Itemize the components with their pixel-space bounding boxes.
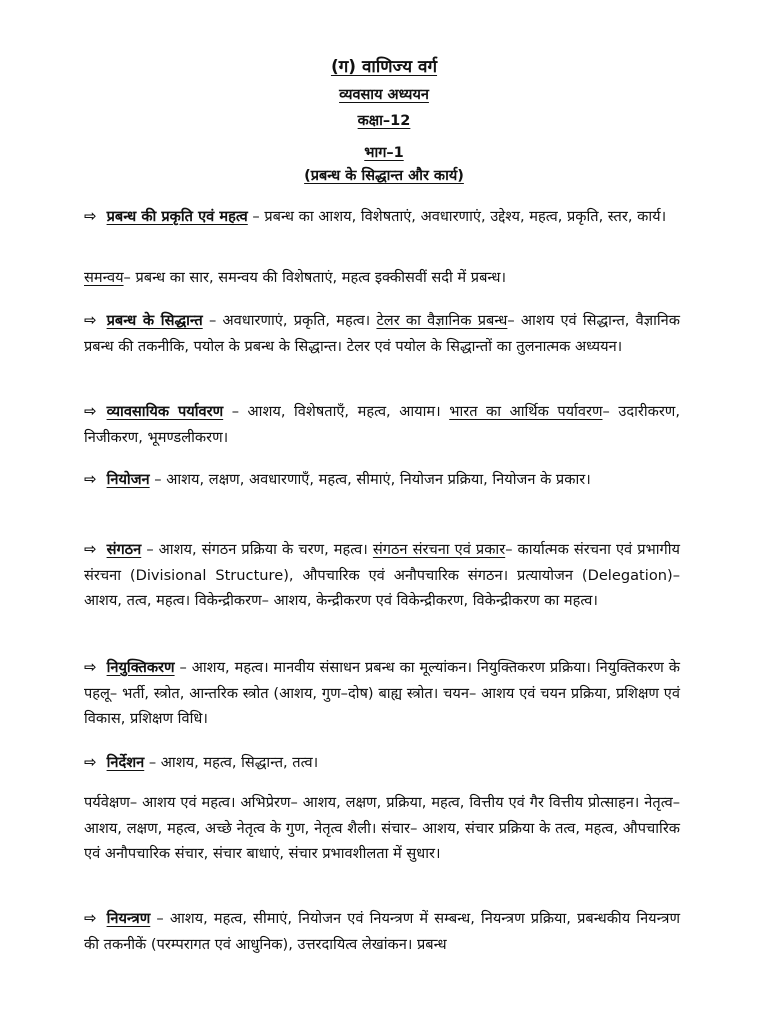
arrow-icon: ⇨ xyxy=(84,311,97,329)
section-planning: ⇨ नियोजन – आशय, लक्षण, अवधारणाएँ, महत्व, सीमाएं, नियोजन प्रक्रिया, नियोजन के प्रकार। xyxy=(84,467,680,493)
arrow-icon: ⇨ xyxy=(84,207,97,225)
part-heading: भाग–1 xyxy=(364,145,404,161)
class-heading: कक्षा–12 xyxy=(357,113,411,129)
subject-heading: व्यवसाय अध्ययन xyxy=(339,87,429,103)
section-directing: ⇨ निर्देशन – आशय, महत्व, सिद्धान्त, तत्व। xyxy=(84,750,680,776)
arrow-icon: ⇨ xyxy=(84,753,97,771)
section-nature-of-management: ⇨ प्रबन्ध की प्रकृति एवं महत्व – प्रबन्ध का आशय, विशेषताएं, अवधारणाएं, उद्देश्य, महत्व, प्रकृति, स्तर, कार्य। xyxy=(84,204,680,230)
section-controlling: ⇨ नियन्त्रण – आशय, महत्व, सीमाएं, नियोजन एवं नियन्त्रण में सम्बन्ध, नियन्त्रण प्रक्रिया, प्रबन्धकीय नियन्त्रण की तकनीकें (परम्परागत एवं आधुनिक), उत्तरदायित्व लेखांकन। प्रबन्ध xyxy=(84,906,680,957)
arrow-icon: ⇨ xyxy=(84,540,97,558)
section-coordination: समन्वय– प्रबन्ध का सार, समन्वय की विशेषताएं, महत्व इक्कीसवीं सदी में प्रबन्ध। xyxy=(84,269,506,286)
section-principles-of-management: ⇨ प्रबन्ध के सिद्धान्त – अवधारणाएं, प्रकृति, महत्व। टेलर का वैज्ञानिक प्रबन्ध– आशय एवं सिद्धान्त, वैज्ञानिक प्रबन्ध की तकनीकि, पयोल के प्रबन्ध के सिद्धान्त। टेलर एवं पयोल के सिद्धान्तों का तुलनात्मक अध्ययन। xyxy=(84,308,680,359)
stream-heading: (ग) वाणिज्य वर्ग xyxy=(330,57,438,77)
section-supervision-motivation: पर्यवेक्षण– आशय एवं महत्व। अभिप्रेरण– आशय, लक्षण, प्रक्रिया, महत्व, वित्तीय एवं गैर वित्तीय प्रोत्साहन। नेतृत्व– आशय, लक्षण, महत्व, अच्छे नेतृत्व के गुण, नेतृत्व शैली। संचार– आशय, संचार प्रक्रिया के तत्व, महत्व, औपचारिक एवं अनौपचारिक संचार, संचार बाधाएं, संचार प्रभावशीलता में सुधार। xyxy=(84,794,680,862)
arrow-icon: ⇨ xyxy=(84,909,97,927)
section-business-environment: ⇨ व्यावसायिक पर्यावरण – आशय, विशेषताएँ, महत्व, आयाम। भारत का आर्थिक पर्यावरण– उदारीकरण, निजीकरण, भूमण्डलीकरण। xyxy=(84,399,680,450)
arrow-icon: ⇨ xyxy=(84,658,97,676)
part-subtitle: (प्रबन्ध के सिद्धान्त और कार्य) xyxy=(304,168,464,184)
section-staffing: ⇨ नियुक्तिकरण – आशय, महत्व। मानवीय संसाधन प्रबन्ध का मूल्यांकन। नियुक्तिकरण प्रक्रिया। नियुक्तिकरण के पहलू– भर्ती, स्त्रोत, आन्तरिक स्त्रोत (आशय, गुण–दोष) बाह्य स्त्रोत। चयन– आशय एवं चयन प्रक्रिया, प्रशिक्षण एवं विकास, प्रशिक्षण विधि। xyxy=(84,655,680,732)
arrow-icon: ⇨ xyxy=(84,470,97,488)
section-organising: ⇨ संगठन – आशय, संगठन प्रक्रिया के चरण, महत्व। संगठन संरचना एवं प्रकार– कार्यात्मक संरचना एवं प्रभागीय संरचना (Divisional Structure), औपचारिक एवं अनौपचारिक संगठन। प्रत्यायोजन (Delegation)– आशय, तत्व, महत्व। विकेन्द्रीकरण– आशय, केन्द्रीकरण एवं विकेन्द्रीकरण, विकेन्द्रीकरण का महत्व। xyxy=(84,537,680,614)
arrow-icon: ⇨ xyxy=(84,402,97,420)
